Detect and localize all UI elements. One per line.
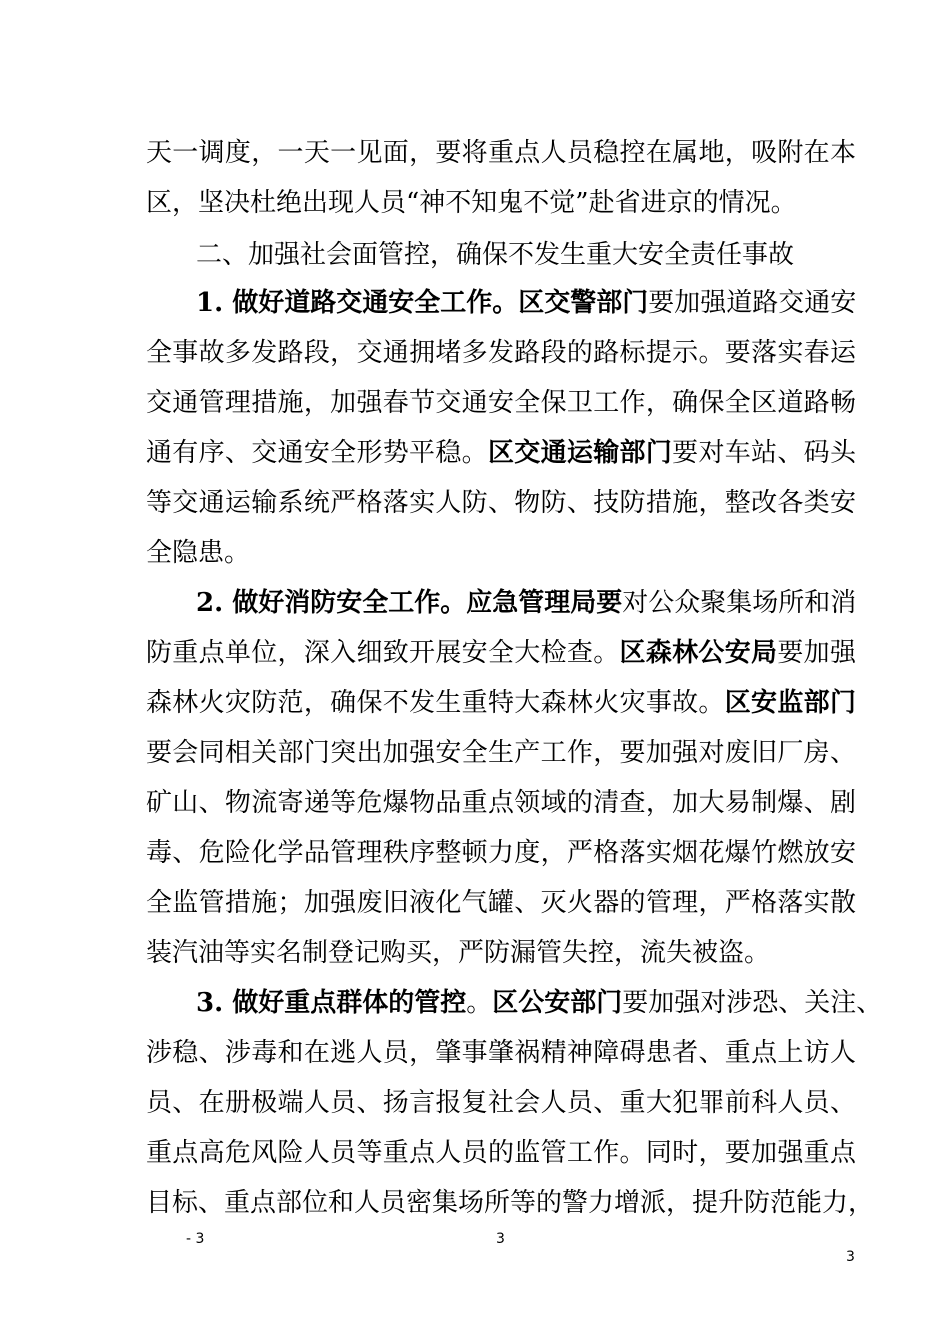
text-run: 员、在册极端人员、扬言报复社会人员、重大犯罪前科人员、 bbox=[146, 1088, 856, 1118]
section-heading bbox=[196, 239, 856, 271]
body-text-line bbox=[146, 687, 856, 719]
footer-page-number-left: - 3 bbox=[186, 1231, 205, 1247]
item-title: 3. 做好重点群体的管控 bbox=[196, 988, 467, 1018]
body-text-line bbox=[146, 1037, 856, 1069]
department-name: 应急管理局要 bbox=[466, 588, 623, 618]
body-text-line bbox=[146, 737, 856, 769]
text-run: 要加强 bbox=[777, 638, 856, 668]
body-text-line bbox=[146, 937, 856, 969]
text-run: 毒、危险化学品管理秩序整顿力度，严格落实烟花爆竹燃放安 bbox=[146, 838, 856, 868]
body-text-line bbox=[146, 537, 856, 569]
item-heading-line bbox=[196, 287, 856, 319]
text-run: 重点高危风险人员等重点人员的监管工作。同时，要加强重点 bbox=[146, 1138, 856, 1168]
body-text-line bbox=[146, 437, 856, 469]
body-text-line bbox=[146, 887, 856, 919]
body-text-line bbox=[146, 837, 856, 869]
item-heading-line bbox=[196, 987, 883, 1019]
text-run: 区，坚决杜绝出现人员“神不知鬼不觉”赴省进京的情况。 bbox=[146, 188, 797, 218]
item-heading-line bbox=[196, 587, 856, 619]
body-text-line bbox=[146, 637, 856, 669]
text-run: 矿山、物流寄递等危爆物品重点领域的清查，加大易制爆、剧 bbox=[146, 788, 856, 818]
body-text-line bbox=[146, 1087, 856, 1119]
department-name: 区交警部门 bbox=[518, 288, 649, 318]
text-run: 通有序、交通安全形势平稳。 bbox=[146, 438, 488, 468]
body-text-line bbox=[146, 1187, 875, 1219]
text-run: 要对车站、码头 bbox=[672, 438, 856, 468]
department-name: 区交通运输部门 bbox=[487, 438, 673, 468]
body-text-line bbox=[146, 787, 856, 819]
text-run: 等交通运输系统严格落实人防、物防、技防措施，整改各类安 bbox=[146, 488, 856, 518]
text-run: 交通管理措施，加强春节交通安全保卫工作，确保全区道路畅 bbox=[146, 388, 856, 418]
text-run: 要会同相关部门突出加强安全生产工作，要加强对废旧厂房、 bbox=[146, 738, 856, 768]
body-text-line bbox=[146, 137, 856, 169]
text-run: 防重点单位，深入细致开展安全大检查。 bbox=[146, 638, 620, 668]
footer-page-number-center: 3 bbox=[496, 1231, 505, 1247]
body-text-line bbox=[146, 387, 856, 419]
text-run: 目标、重点部位和人员密集场所等的警力增派，提升防范能力， bbox=[146, 1188, 875, 1218]
text-run: 天一调度，一天一见面，要将重点人员稳控在属地，吸附在本 bbox=[146, 138, 856, 168]
item-title: 1. 做好道路交通安全工作。 bbox=[196, 288, 519, 318]
body-text-line bbox=[146, 1137, 856, 1169]
text-run: 森林火灾防范，确保不发生重特大森林火灾事故。 bbox=[146, 688, 725, 718]
item-title: 2. 做好消防安全工作。 bbox=[196, 588, 467, 618]
body-text-line bbox=[146, 337, 856, 369]
text-run: 要加强对涉恐、关注、 bbox=[622, 988, 883, 1018]
text-run: 全监管措施；加强废旧液化气罐、灭火器的管理，严格落实散 bbox=[146, 888, 856, 918]
text-run: 。 bbox=[466, 988, 493, 1018]
text-run: 装汽油等实名制登记购买，严防漏管失控，流失被盗。 bbox=[146, 938, 771, 968]
text-run: 要加强道路交通安 bbox=[648, 288, 857, 318]
text-run: 涉稳、涉毒和在逃人员，肇事肇祸精神障碍患者、重点上访人 bbox=[146, 1038, 856, 1068]
department-name: 区公安部门 bbox=[492, 988, 623, 1018]
section-heading-text: 二、加强社会面管控，确保不发生重大安全责任事故 bbox=[196, 240, 795, 270]
body-text-line bbox=[146, 487, 856, 519]
text-run: 全事故多发路段，交通拥堵多发路段的路标提示。要落实春运 bbox=[146, 338, 856, 368]
department-name: 区安监部门 bbox=[724, 688, 856, 718]
body-text-line bbox=[146, 187, 856, 219]
text-run: 对公众聚集场所和消 bbox=[622, 588, 857, 618]
text-run: 全隐患。 bbox=[146, 538, 251, 568]
department-name: 区森林公安局 bbox=[619, 638, 778, 668]
footer-page-number-right: 3 bbox=[846, 1249, 855, 1265]
